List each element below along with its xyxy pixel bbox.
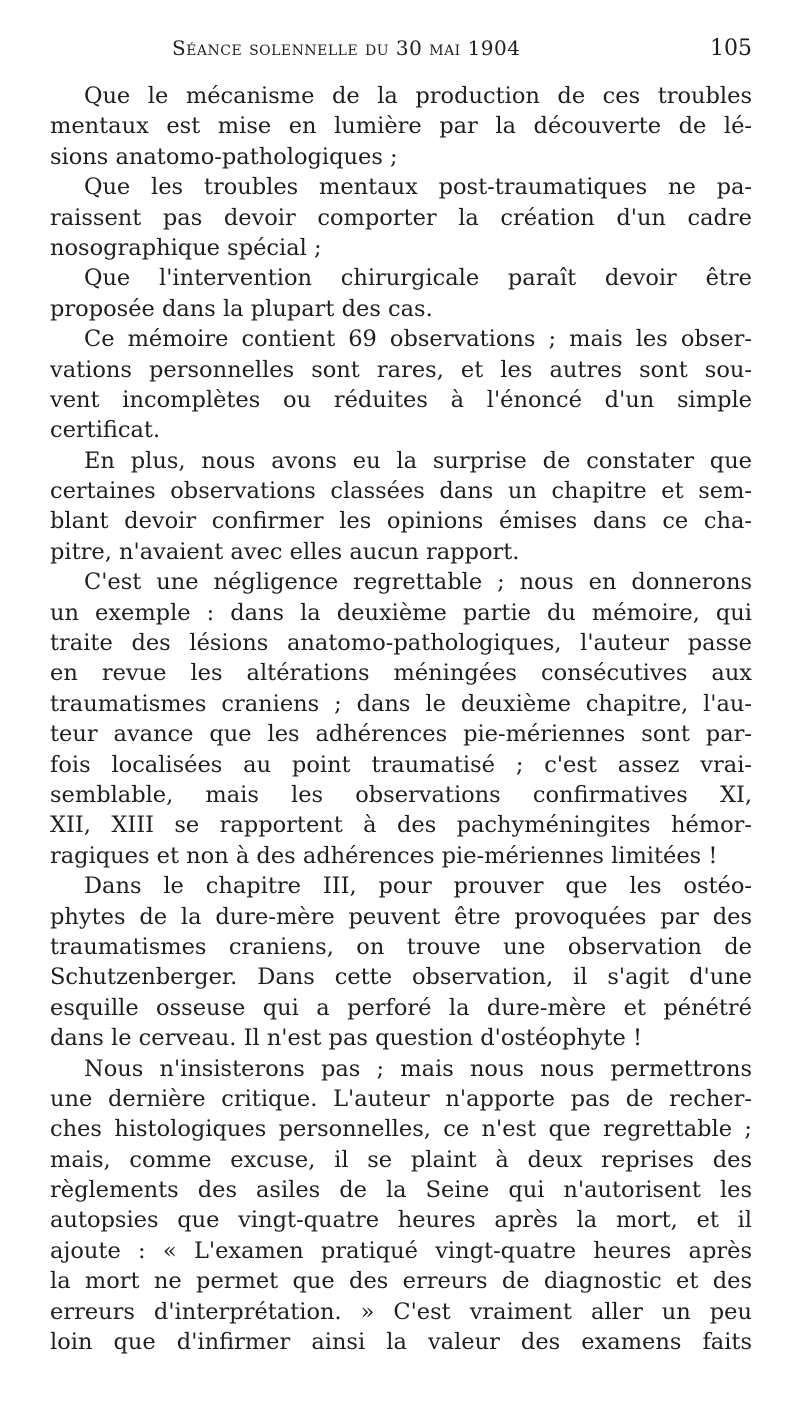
text-line: Schutzenberger. Dans cette observation, il s'agit d'une xyxy=(50,964,752,991)
running-title: Séance solennelle du 30 mai 1904 xyxy=(172,36,521,60)
text-line: Que le mécanisme de la production de ces troubles xyxy=(84,83,752,109)
text-line: certificat. xyxy=(50,417,161,444)
body-text xyxy=(50,81,752,1357)
text-line: esquille osseuse qui a perforé la dure-mère et pénétré xyxy=(50,994,752,1021)
text-line: nosographique spécial ; xyxy=(50,234,322,261)
text-line: Ce mémoire contient 69 observations ; mais les obser- xyxy=(84,326,752,353)
text-line: Que l'intervention chirurgicale paraît devoir être xyxy=(84,265,752,292)
text-line: traumatismes craniens ; dans le deuxième chapitre, l'au- xyxy=(50,690,752,717)
text-line: dans le cerveau. Il n'est pas question d'ostéophyte ! xyxy=(50,1025,642,1052)
text-line: mentaux est mise en lumière par la découverte de lé- xyxy=(50,113,752,140)
text-line: teur avance que les adhérences pie-mériennes sont par- xyxy=(50,721,752,748)
text-line: une dernière critique. L'auteur n'apporte pas de recher- xyxy=(50,1085,752,1112)
text-line: vent incomplètes ou réduites à l'énoncé d'un simple xyxy=(50,386,752,413)
text-line: traumatismes craniens, on trouve une observation de xyxy=(50,933,752,960)
text-line: fois localisées au point traumatisé ; c'est assez vrai- xyxy=(50,751,752,778)
text-line: semblable, mais les observations confirmatives XI, xyxy=(50,781,752,808)
page-header xyxy=(48,36,752,76)
text-line: XII, XIII se rapportent à des pachyméningites hémor- xyxy=(50,812,752,839)
text-line: Que les troubles mentaux post-traumatiques ne pa- xyxy=(84,174,752,201)
page-number: 105 xyxy=(710,36,752,61)
text-line: En plus, nous avons eu la surprise de constater que xyxy=(84,447,752,474)
text-line: un exemple : dans la deuxième partie du mémoire, qui xyxy=(50,599,752,626)
text-line: proposée dans la plupart des cas. xyxy=(50,295,433,322)
text-line: raissent pas devoir comporter la création d'un cadre xyxy=(50,204,752,231)
text-line: ches histologiques personnelles, ce n'est que regrettable ; xyxy=(50,1116,752,1143)
text-line: loin que d'infirmer ainsi la valeur des examens faits xyxy=(50,1329,752,1356)
text-line: règlements des asiles de la Seine qui n'autorisent les xyxy=(50,1177,752,1204)
text-line: phytes de la dure-mère peuvent être provoquées par des xyxy=(50,903,752,930)
text-line: erreurs d'interprétation. » C'est vraiment aller un peu xyxy=(50,1298,752,1325)
text-line: mais, comme excuse, il se plaint à deux reprises des xyxy=(50,1146,752,1173)
text-line: C'est une négligence regrettable ; nous en donnerons xyxy=(84,569,752,596)
text-line: sions anatomo-pathologiques ; xyxy=(50,143,398,170)
text-line: vations personnelles sont rares, et les autres sont sou- xyxy=(50,356,752,383)
text-line: ajoute : « L'examen pratiqué vingt-quatre heures après xyxy=(50,1237,752,1264)
text-line: pitre, n'avaient avec elles aucun rapport. xyxy=(50,538,520,565)
text-line: en revue les altérations méningées consécutives aux xyxy=(50,660,752,687)
text-line: blant devoir confirmer les opinions émises dans ce cha- xyxy=(50,508,752,535)
text-line: Nous n'insisterons pas ; mais nous nous permettrons xyxy=(84,1055,752,1082)
text-line: la mort ne permet que des erreurs de diagnostic et des xyxy=(50,1268,752,1295)
text-line: Dans le chapitre III, pour prouver que les ostéo- xyxy=(84,873,752,900)
text-line: ragiques et non à des adhérences pie-mériennes limitées ! xyxy=(50,842,718,869)
text-line: autopsies que vingt-quatre heures après la mort, et il xyxy=(50,1207,752,1234)
text-line: certaines observations classées dans un chapitre et sem- xyxy=(50,478,752,505)
text-line: traite des lésions anatomo-pathologiques, l'auteur passe xyxy=(50,630,752,657)
